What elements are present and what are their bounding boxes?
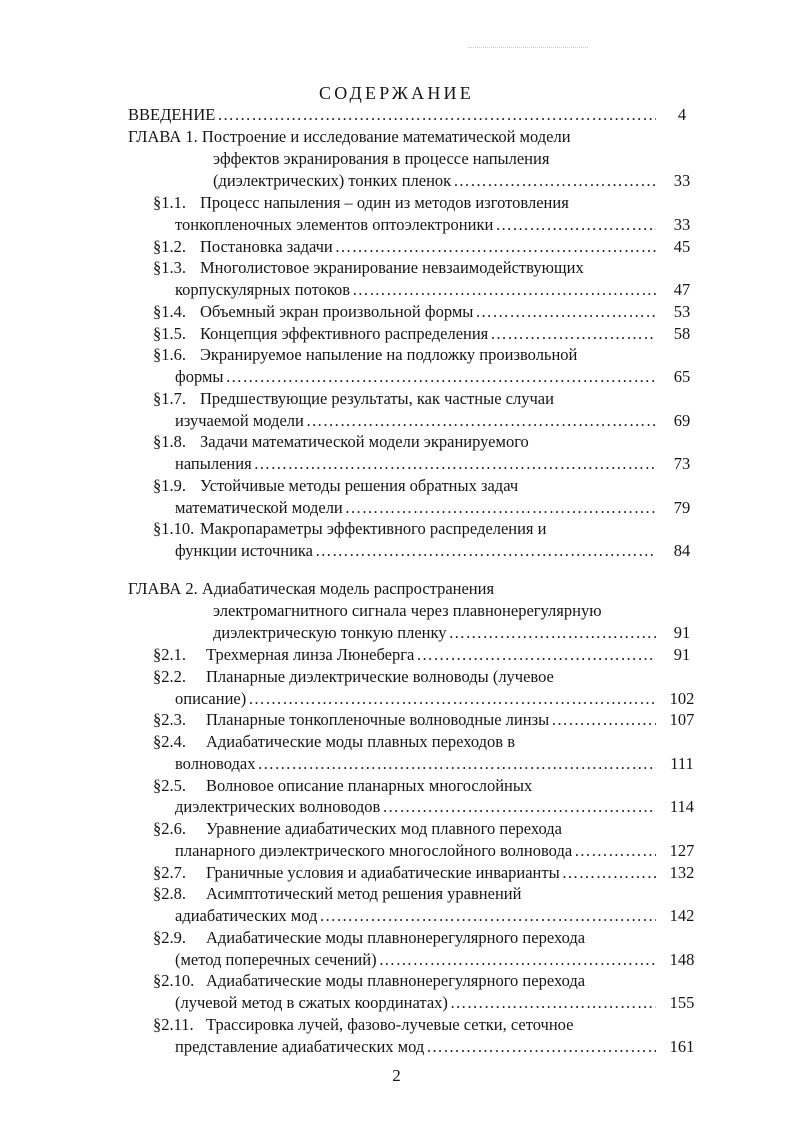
- section-title: математической модели: [175, 497, 343, 517]
- section-title: Постановка задачи: [200, 236, 333, 256]
- toc-section-line: [153, 388, 554, 409]
- section-title: изучаемой модели: [175, 410, 304, 430]
- toc-section-line: [175, 688, 658, 709]
- section-title: Трехмерная линза Люнеберга: [206, 645, 415, 664]
- leader-dots: [217, 104, 656, 125]
- toc-page-number: 47: [673, 280, 691, 299]
- section-number: §1.4.: [153, 301, 186, 321]
- section-number: §1.8.: [153, 432, 186, 452]
- toc-page-number: 91: [673, 623, 691, 642]
- toc-page-number: 53: [673, 301, 691, 321]
- toc-section-line: [175, 214, 658, 235]
- section-number: §2.10.: [153, 971, 195, 991]
- chapter-heading: [128, 126, 571, 147]
- section-number: §2.1.: [153, 645, 186, 664]
- chapter-title-last-line: [213, 622, 658, 643]
- section-number: §1.9.: [153, 475, 186, 495]
- toc-entry-label: ВВЕДЕНИЕ: [128, 105, 216, 124]
- section-number: §2.11.: [153, 1014, 194, 1034]
- section-title: (лучевой метод в сжатых координатах): [175, 993, 448, 1012]
- toc-page-number: 142: [669, 906, 695, 925]
- section-number: §2.5.: [153, 775, 186, 795]
- section-number: §1.7.: [153, 388, 186, 408]
- section-number: §2.7.: [153, 862, 186, 882]
- section-title: Устойчивые методы решения обратных задач: [200, 475, 519, 495]
- section-title: Макропараметры эффективного распределения и: [200, 519, 547, 539]
- toc-section-line: [153, 666, 554, 687]
- toc-section-line: [153, 323, 658, 344]
- toc-page-number: 84: [673, 541, 691, 560]
- section-number: §1.2.: [153, 236, 186, 256]
- toc-section-line: [153, 344, 578, 365]
- leader-dots: [382, 796, 656, 817]
- section-number: §2.3.: [153, 710, 186, 730]
- toc-section-line: [153, 236, 658, 257]
- chapter-title-line: Адиабатическая модель распространения: [201, 579, 495, 598]
- toc-section-line: [153, 883, 522, 904]
- chapter-title-line: Построение и исследование математической модели: [201, 127, 571, 146]
- toc-entry-intro: [128, 104, 658, 125]
- section-title: Граничные условия и адиабатические инварианты: [206, 862, 560, 882]
- section-title: Уравнение адиабатических мод плавного перехода: [206, 819, 562, 838]
- section-number: §2.6.: [153, 819, 186, 838]
- toc-page-number: 148: [669, 949, 695, 969]
- toc-page-number: 102: [669, 688, 695, 708]
- chapter-title-line: электромагнитного сигнала через плавнонерегулярную: [213, 601, 602, 620]
- toc-page-number: 107: [669, 710, 695, 730]
- toc-section-line: [175, 905, 658, 926]
- toc-section-line: [153, 475, 519, 496]
- toc-page-number: 91: [673, 645, 691, 664]
- leader-dots: [319, 905, 656, 926]
- toc-section-line: [175, 992, 658, 1013]
- section-number: §1.10.: [153, 519, 195, 539]
- toc-section-line: [153, 862, 658, 883]
- section-title: описание): [175, 688, 247, 708]
- section-title: корпускулярных потоков: [175, 280, 351, 299]
- chapter-title-line: эффектов экранирования в процессе напыления: [213, 149, 550, 168]
- leader-dots: [254, 453, 656, 474]
- section-title: Трассировка лучей, фазово-лучевые сетки, сеточное: [206, 1014, 574, 1034]
- toc-section-line: [153, 257, 584, 278]
- section-title: Задачи математической модели экранируемого: [200, 432, 529, 452]
- toc-page-number: 155: [669, 993, 695, 1012]
- section-number: §1.1.: [153, 193, 186, 212]
- toc-section-line: [153, 644, 658, 665]
- section-number: §1.3.: [153, 258, 186, 278]
- leader-dots: [450, 992, 656, 1013]
- section-title: планарного диэлектрического многослойного волновода: [175, 840, 573, 860]
- leader-dots: [475, 301, 656, 322]
- section-title: Процесс напыления – один из методов изготовления: [200, 193, 569, 212]
- toc-section-line: [153, 301, 658, 322]
- toc-page-number: 65: [673, 367, 691, 386]
- leader-dots: [490, 323, 656, 344]
- section-title: Адиабатические моды плавнонерегулярного перехода: [206, 971, 586, 991]
- section-title: Концепция эффективного распределения: [200, 323, 489, 343]
- section-number: §2.9.: [153, 927, 186, 947]
- chapter-title-line: (диэлектрических) тонких пленок: [213, 171, 452, 190]
- toc-title: СОДЕРЖАНИЕ: [319, 83, 474, 103]
- chapter-title-line: диэлектрическую тонкую пленку: [213, 623, 447, 642]
- toc-section-line: [175, 453, 658, 474]
- toc-section-line: [153, 518, 547, 539]
- toc-page-number: 33: [673, 214, 691, 234]
- section-title: (метод поперечных сечений): [175, 949, 377, 969]
- leader-dots: [315, 540, 656, 561]
- section-title: диэлектрических волноводов: [175, 797, 381, 817]
- section-title: Адиабатические моды плавных переходов в: [206, 732, 515, 751]
- leader-dots: [352, 279, 656, 300]
- section-title: адиабатических мод: [175, 906, 318, 925]
- toc-section-line: [175, 366, 658, 387]
- leader-dots: [306, 410, 656, 431]
- section-title: волноводах: [175, 753, 256, 773]
- section-title: тонкопленочных элементов оптоэлектроники: [175, 214, 494, 234]
- toc-section-line: [175, 497, 658, 518]
- leader-dots: [379, 949, 656, 970]
- leader-dots: [551, 709, 656, 730]
- section-title: Экранируемое напыление на подложку произвольной: [200, 345, 578, 365]
- leader-dots: [426, 1036, 656, 1057]
- toc-section-line: [175, 753, 658, 774]
- section-number: §1.5.: [153, 323, 186, 343]
- section-title: формы: [175, 367, 224, 386]
- toc-section-line: [153, 431, 529, 452]
- leader-dots: [416, 644, 656, 665]
- toc-section-line: [175, 279, 658, 300]
- toc-section-line: [153, 192, 569, 213]
- chapter-prefix: ГЛАВА 1.: [128, 127, 198, 146]
- toc-page-number: 161: [669, 1036, 695, 1056]
- section-title: представление адиабатических мод: [175, 1036, 425, 1056]
- page-number: 2: [392, 1066, 401, 1085]
- toc-section-line: [153, 818, 562, 839]
- section-title: Предшествующие результаты, как частные случаи: [200, 388, 554, 408]
- section-title: функции источника: [175, 541, 314, 560]
- leader-dots: [495, 214, 656, 235]
- toc-section-line: [175, 1036, 658, 1057]
- section-number: §2.2.: [153, 666, 186, 686]
- section-number: §2.8.: [153, 884, 186, 904]
- scan-artifact: [468, 47, 588, 50]
- leader-dots: [449, 622, 656, 643]
- toc-section-line: [153, 970, 586, 991]
- leader-dots: [248, 688, 656, 709]
- toc-page-number: 111: [670, 753, 694, 773]
- toc-page-number: 33: [673, 171, 691, 190]
- toc-section-line: [175, 410, 658, 431]
- section-title: Адиабатические моды плавнонерегулярного перехода: [206, 927, 586, 947]
- toc-section-line: [153, 775, 533, 796]
- toc-page-number: 79: [673, 497, 691, 517]
- toc-page-number: 45: [673, 236, 691, 256]
- toc-page-number: 127: [669, 840, 695, 860]
- toc-page-number: 58: [673, 323, 691, 343]
- leader-dots: [562, 862, 656, 883]
- toc-page-number: 69: [673, 410, 691, 430]
- section-title: Волновое описание планарных многослойных: [206, 775, 533, 795]
- toc-section-line: [153, 731, 515, 752]
- leader-dots: [453, 170, 656, 191]
- section-title: Асимптотический метод решения уравнений: [206, 884, 522, 904]
- section-number: §2.4.: [153, 732, 186, 751]
- toc-section-line: [153, 709, 658, 730]
- section-title: Объемный экран произвольной формы: [200, 301, 474, 321]
- section-title: Многолистовое экранирование невзаимодействующих: [200, 258, 584, 278]
- toc-page-number: 4: [677, 105, 687, 124]
- chapter-heading: [128, 578, 494, 599]
- toc-section-line: [175, 796, 658, 817]
- leader-dots: [225, 366, 656, 387]
- section-number: §1.6.: [153, 345, 186, 365]
- chapter-prefix: ГЛАВА 2.: [128, 579, 198, 598]
- toc-page-number: 132: [669, 862, 695, 882]
- section-title: напыления: [175, 454, 252, 473]
- toc-section-line: [153, 927, 586, 948]
- toc-section-line: [175, 840, 658, 861]
- toc-section-line: [175, 540, 658, 561]
- toc-section-line: [153, 1014, 574, 1035]
- section-title: Планарные тонкопленочные волноводные линзы: [206, 710, 550, 730]
- leader-dots: [257, 753, 656, 774]
- toc-section-line: [175, 949, 658, 970]
- leader-dots: [574, 840, 656, 861]
- section-title: Планарные диэлектрические волноводы (лучевое: [206, 666, 554, 686]
- chapter-title-last-line: [213, 170, 658, 191]
- toc-page-number: 114: [669, 797, 695, 817]
- toc-page-number: 73: [673, 454, 691, 473]
- leader-dots: [345, 497, 656, 518]
- leader-dots: [335, 236, 656, 257]
